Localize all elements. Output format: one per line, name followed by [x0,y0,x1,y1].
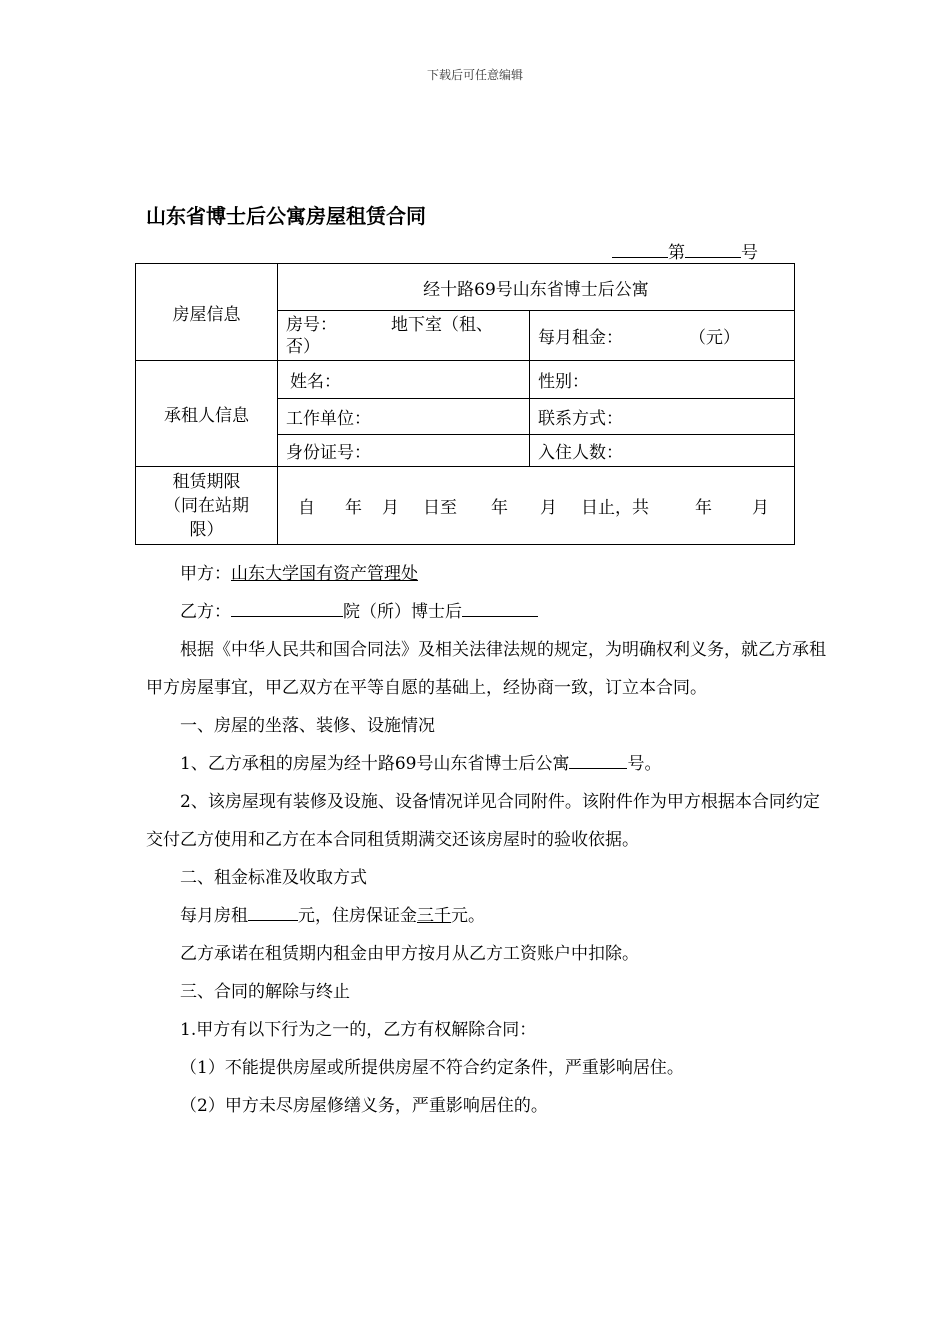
period-label: 租赁期限 （同在站期 限） [136,467,278,545]
contract-number [612,238,758,263]
lease-period-cell[interactable]: 自 年 月 日至 年 月 日止，共 年 月 [278,467,795,545]
contract-blank-2[interactable] [685,241,741,258]
party-b-blank-1[interactable] [231,600,343,617]
section-1-heading: 一、房屋的坐落、装修、设施情况 [180,716,435,736]
contact-cell[interactable]: 联系方式： [530,399,795,435]
party-a-line: 甲方：山东大学国有资产管理处 [180,564,418,584]
id-no-cell[interactable]: 身份证号： [278,435,530,467]
contract-suffix: 号 [741,243,758,263]
contract-body [146,555,826,1125]
clause-1-1: 1、乙方承租的房屋为经十路69号山东省博士后公寓 号。 [180,754,662,774]
house-address: 经十路69号山东省博士后公寓 [278,264,795,311]
intro-paragraph: 根据《中华人民共和国合同法》及相关法律法规的规定，为明确权利义务，就乙方承租甲方房屋事宜，甲乙双方在平等自愿的基础上，经协商一致，订立本合同。 [146,640,826,698]
section-2-heading: 二、租金标准及收取方式 [180,868,367,888]
clause-3-1: 1.甲方有以下行为之一的，乙方有权解除合同： [180,1020,537,1040]
gender-cell[interactable]: 性别： [530,361,795,399]
house-info-label: 房屋信息 [136,264,278,361]
clause-3-1-1: （1）不能提供房屋或所提供房屋不符合约定条件，严重影响居住。 [180,1058,684,1078]
clause-2-a: 每月房租 元，住房保证金三千元。 [180,906,485,926]
header-note: 下载后可任意编辑 [426,68,523,82]
contract-ordinal: 第 [668,243,685,263]
party-b-blank-2[interactable] [462,600,538,617]
tenant-info-label: 承租人信息 [136,361,278,467]
rent-blank[interactable] [248,904,298,921]
info-table [135,263,795,545]
section-3-heading: 三、合同的解除与终止 [180,982,350,1002]
contract-blank-1[interactable] [612,241,668,258]
room-blank[interactable] [569,752,627,769]
clause-1-2: 2、该房屋现有装修及设施、设备情况详见合同附件。该附件作为甲方根据本合同约定交付乙方使用和乙方在本合同租赁期满交还该房屋时的验收依据。 [146,792,820,850]
clause-3-1-2: （2）甲方未尽房屋修缮义务，严重影响居住的。 [180,1096,548,1116]
document-title: 山东省博士后公寓房屋租赁合同 [146,204,426,228]
monthly-rent-cell[interactable]: 每月租金： （元） [530,311,795,361]
work-unit-cell[interactable]: 工作单位： [278,399,530,435]
occupants-cell[interactable]: 入住人数： [530,435,795,467]
clause-2-b: 乙方承诺在租赁期内租金由甲方按月从乙方工资账户中扣除。 [180,944,639,964]
room-no-cell[interactable]: 房号： 地下室（租、 否） [278,311,530,361]
name-cell[interactable]: 姓名： [278,361,530,399]
party-b-line: 乙方： 院（所）博士后 [146,593,826,631]
